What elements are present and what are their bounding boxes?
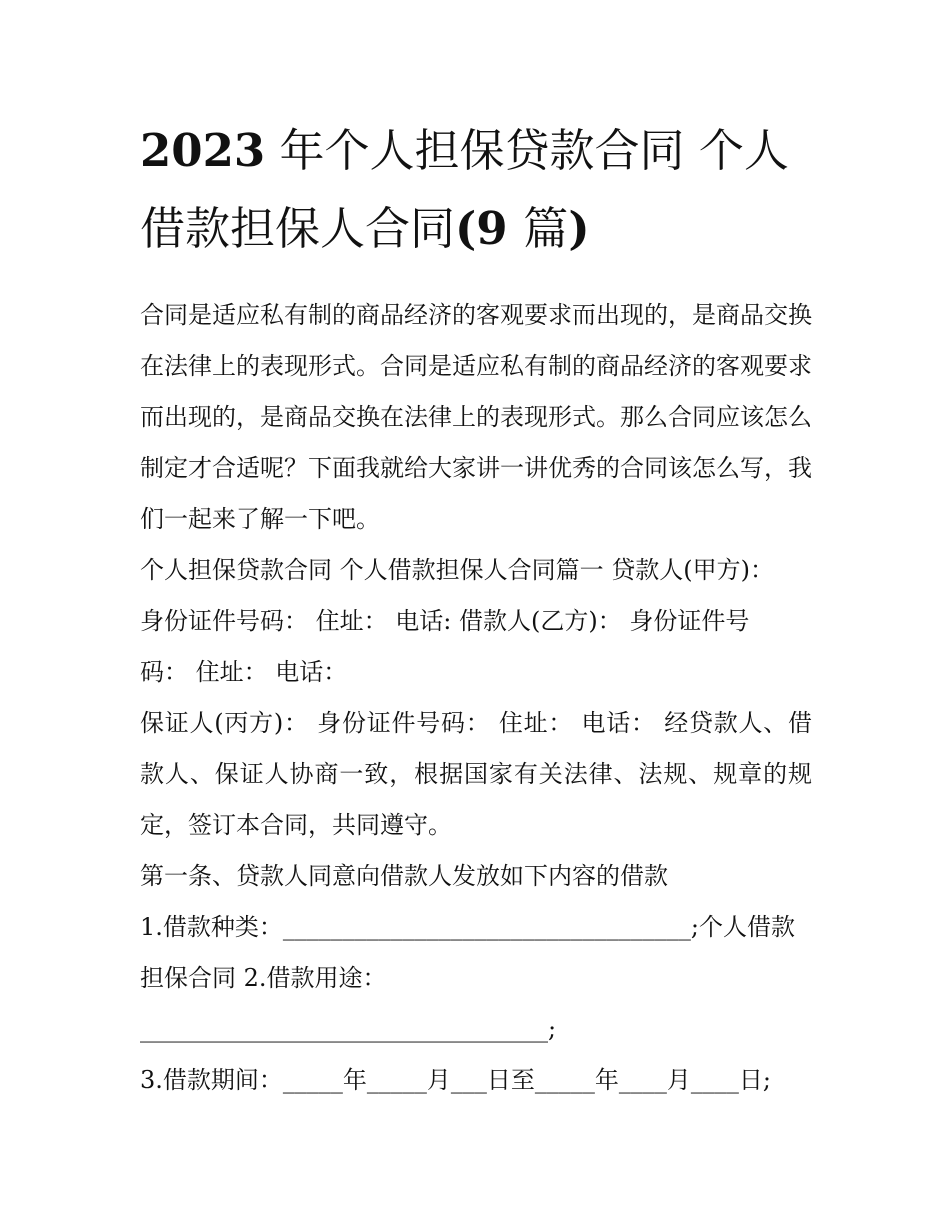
document-page [140, 112, 812, 1106]
title-main: 年个人担保贷款合同 个人借款担保人合同 [140, 124, 789, 255]
title-count-unit: 篇 [523, 202, 569, 255]
article-one-heading: 第一条、贷款人同意向借款人发放如下内容的借款 [140, 862, 668, 890]
loan-type-purpose-paragraph: 1.借款种类：__________________________________;个人借款 担保合同 2.借款用途： __________________________________; [140, 913, 795, 1043]
document-title [140, 112, 812, 268]
loan-period-paragraph: 3.借款期间：_____年_____月___日至_____年____月____日; [140, 1066, 771, 1094]
title-count-open: (9 [455, 202, 524, 255]
title-year: 2023 [140, 124, 266, 177]
parties-paragraph: 个人担保贷款合同 个人借款担保人合同篇一 贷款人(甲方)： 身份证件号码： 住址： 电话: 借款人(乙方)： 身份证件号 码： 住址： 电话： [140, 556, 774, 686]
intro-paragraph: 合同是适应私有制的商品经济的客观要求而出现的，是商品交换在法律上的表现形式。合同是适应私有制的商品经济的客观要求而出现的，是商品交换在法律上的表现形式。那么合同应该怎么制定才合适呢？下面我就给大家讲一讲优秀的合同该怎么写，我们一起来了解一下吧。 [140, 301, 812, 533]
guarantor-paragraph: 保证人(丙方)： 身份证件号码： 住址： 电话： 经贷款人、借款人、保证人协商一致，根据国家有关法律、法规、规章的规定，签订本合同，共同遵守。 [140, 709, 812, 839]
title-count-close: ) [568, 202, 590, 255]
